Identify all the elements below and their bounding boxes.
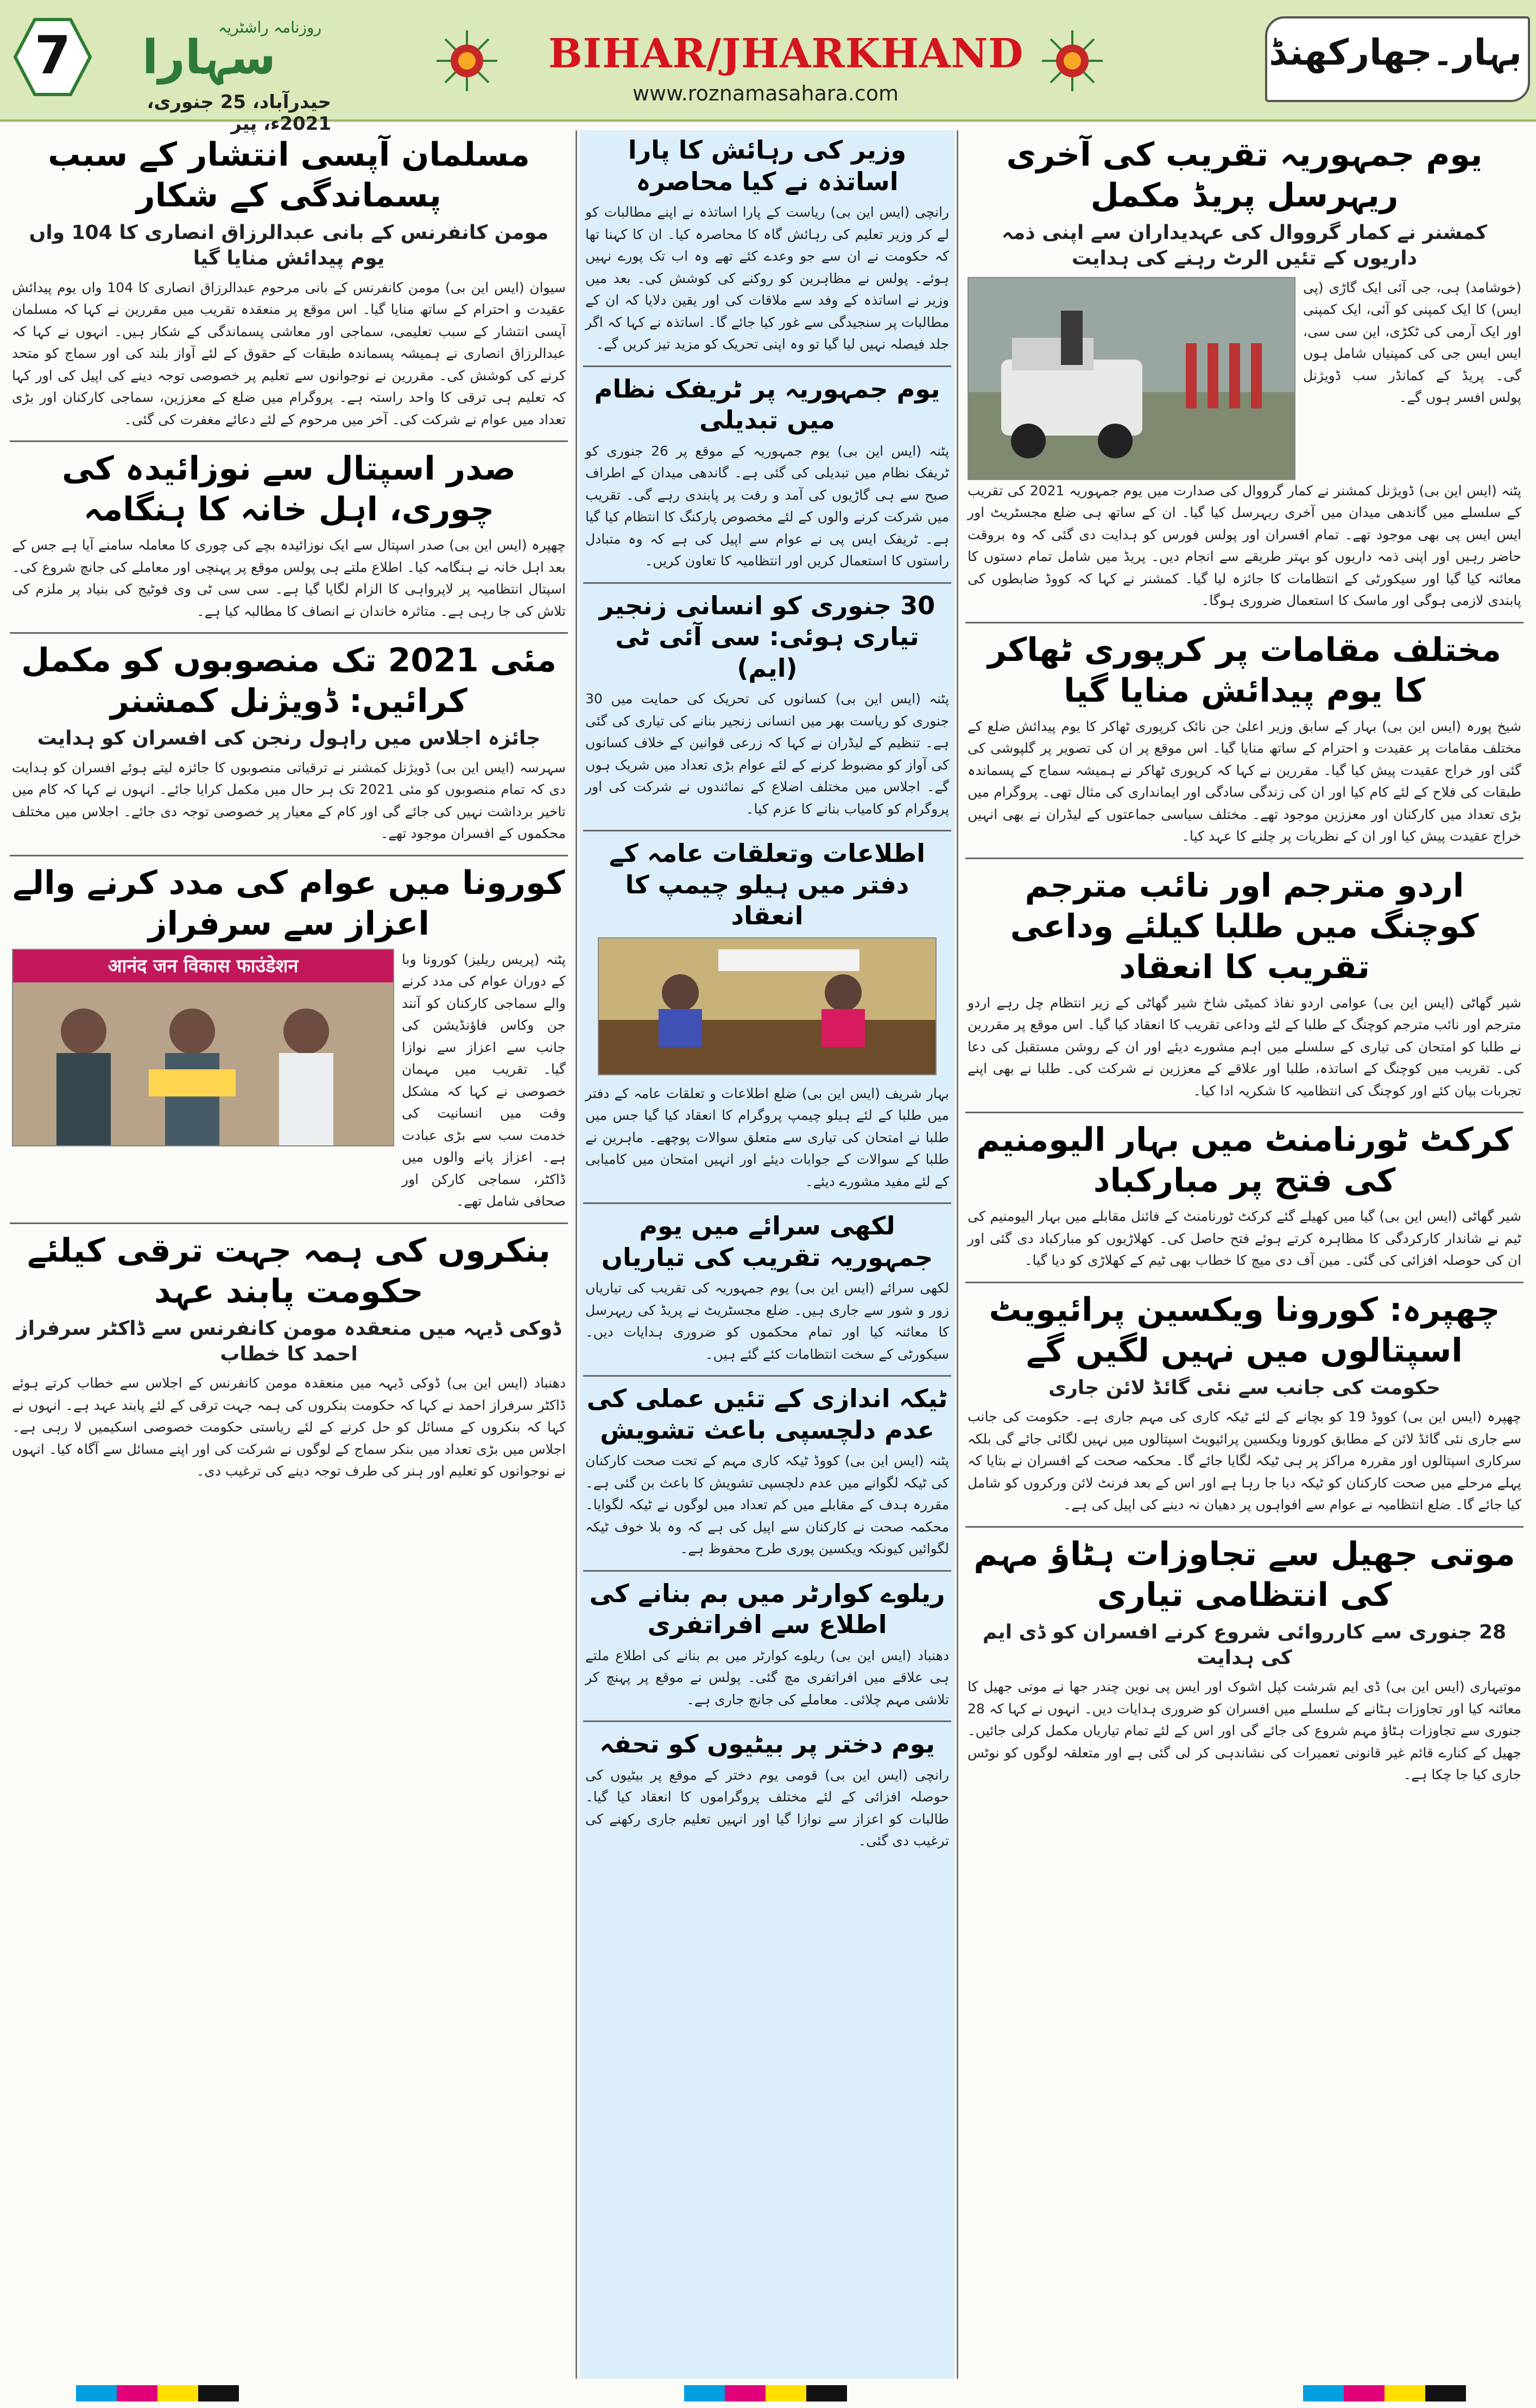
story-rehearsal: [968, 135, 1521, 612]
story-divider: [583, 1202, 951, 1204]
story-body: چھپرہ (ایس این بی) کووڈ 19 کو بچانے کے لئے ٹیکہ کاری کی مہم جاری ہے۔ حکومت کی جانب سے جاری نئی گائڈ لائن کے مطابق کورونا ویکسین پرائیویٹ اسپتالوں میں نہیں لگائی جائے گی بلکہ سرکاری اسپتالوں اور مقررہ مراکز پر ہی ٹیکہ لگایا جائے گا۔ محکمہ صحت کے افسران نے بتایا کہ پہلے مرحلے میں صحت کارکنان کو ٹیکہ دیا جا رہا ہے اور اس کے بعد فرنٹ لائن ورکروں کو شامل کیا جائے گا۔ ضلع انتظامیہ نے عوام سے افواہوں پر دھیان نہ دینے کی اپیل کی ہے۔: [968, 1409, 1521, 1513]
story-divider: [965, 1112, 1524, 1113]
headline: مسلمان آپسی انتشار کے سبب پسماندگی کے شکار: [48, 136, 530, 215]
website-url[interactable]: www.roznamasahara.com: [632, 81, 899, 105]
print-color-bar: [76, 2385, 239, 2401]
sun-emblem-icon: [1040, 28, 1105, 93]
story-divider: [583, 1570, 951, 1572]
story-divider: [583, 582, 951, 584]
story-body: رانچی (ایس این بی) قومی یوم دختر کے موقع پر بیٹیوں کی حوصلہ افزائی کے لئے مختلف پروگراموں کا انعقاد کیا گیا۔ طالبات کو اعزاز سے نوازا گیا اور انہیں تعلیم جاری رکھنے کی ترغیب دی گئی۔: [585, 1767, 949, 1849]
story-momin: [12, 135, 566, 431]
headline: یوم جمہوریہ پر ٹریفک نظام میں تبدیلی: [594, 374, 940, 434]
headline: کرکٹ ٹورنامنٹ میں بہار الیومنیم کی فتح پر مبارکباد: [976, 1121, 1513, 1200]
story-traffic: [585, 374, 949, 572]
story-body: سہرسہ (ایس این بی) ڈویژنل کمشنر نے ترقیاتی منصوبوں کا جائزہ لیتے ہوئے افسران کو ہدایت دی کہ تمام منصوبوں کو مئی 2021 تک ہر حال میں مکمل کرایا جائے۔ انہوں نے کہا کہ کام میں تاخیر برداشت نہیں کی جائے گی اور کام کے معیار پر خصوصی توجہ دی جائے۔ اجلاس میں مختلف محکموں کے افسران موجود تھے۔: [12, 759, 566, 842]
story-divider: [965, 1282, 1524, 1283]
headline: ریلوے کوارٹر میں بم بنانے کی اطلاع سے افراتفری: [589, 1578, 945, 1639]
story-divider: [583, 830, 951, 831]
brand-small: روزنامہ راشٹریہ: [218, 18, 321, 36]
headline: 30 جنوری کو انسانی زنجیر تیاری ہوئی: سی آئی ٹی (ایم): [599, 590, 935, 683]
story-cid: [585, 590, 949, 821]
story-girls: [585, 1729, 949, 1852]
headline: وزیر کی رہائش کا پارا اساتذہ نے کیا محاصرہ: [628, 135, 907, 196]
story-divider: [583, 1375, 951, 1377]
story-body: چھپرہ (ایس این بی) صدر اسپتال سے ایک نوزائیدہ بچے کی چوری کا معاملہ سامنے آیا ہے جس کے بعد اہل خانہ نے ہنگامہ کیا۔ اطلاع ملتے ہی پولس موقع پر پہنچی اور معاملے کی جانچ شروع کی۔ اسپتال انتظامیہ پر لاپرواہی کا الزام لگایا گیا ہے۔ سی سی ٹی وی فوٹیج کی بنیاد پر ملزم کی تلاش کی جا رہی ہے۔ متاثرہ خاندان نے انصاف کا مطالبہ کیا ہے۔: [12, 537, 566, 619]
story-body: لکھی سرائے (ایس این بی) یوم جمہوریہ کی تقریب کی تیاریاں زور و شور سے جاری ہیں۔ ضلع مجسٹریٹ نے پریڈ کی ریہرسل کا معائنہ کیا اور تمام محکموں کو ضروری ہدایات دیں۔ سیکورٹی کے سخت انتظامات کئے گئے ہیں۔: [585, 1280, 949, 1362]
story-body: پٹنہ (پریس ریلیز) کورونا وبا کے دوران عوام کی مدد کرنے والے سماجی کارکنان کو آنند جن وکاس فاؤنڈیشن کی جانب سے اعزاز سے نوازا گیا۔ تقریب میں مہمان خصوصی نے کہا کہ مشکل وقت میں انسانیت کی خدمت سب سے بڑی عبادت ہے۔ اعزاز پانے والوں میں ڈاکٹر، سماجی کارکن اور صحافی شامل تھے۔: [402, 951, 566, 1209]
story-body: پٹنہ (ایس این بی) ڈویژنل کمشنر نے کمار گرووال کی صدارت میں یوم جمہوریہ 2021 کی تقریب کے سلسلے میں گاندھی میدان میں آخری ریہرسل کیا گیا۔ ان کے ساتھ ہی ضلع مجسٹریٹ اور ایس ایس پی بھی موجود تھے۔ تمام افسران اور پولس فورس کو ہدایت دی گئی کہ وہ بروقت حاضر رہیں اور اپنی ذمہ داریوں کو بہتر طریقے سے انجام دیں۔ پریڈ میں شامل تمام دستوں کا معائنہ کیا گیا اور سیکورٹی کے انتظامات کا جائزہ لیا گیا۔ کمشنر نے کہا کہ کووڈ ضابطوں کی پابندی لازمی ہوگی اور ماسک کا استعمال ضروری ہوگا۔: [968, 482, 1521, 609]
story-body: پٹنہ (ایس این بی) کسانوں کی تحریک کی حمایت میں 30 جنوری کو ریاست بھر میں انسانی زنجیر بنانے کی تیاری کی گئی ہے۔ تنظیم کے لیڈران نے کہا کہ زرعی قوانین کے خلاف کسانوں کی آواز کو مضبوط کرنے کے لئے عوام بڑی تعداد میں شریک ہوں گے۔ اجلاس میں مختلف اضلاع کے نمائندوں نے شرکت کی اور پروگرام کو کامیاب بنانے کا عزم کیا۔: [585, 691, 949, 817]
middle-column: [580, 130, 955, 2379]
award-photo: [12, 949, 394, 1146]
story-divider: [10, 855, 568, 856]
story-divider: [10, 440, 568, 442]
story-bomb: [585, 1578, 949, 1711]
sun-emblem-icon: [434, 28, 500, 93]
subhead: ڈوکی ڈیہہ میں منعقدہ مومن کانفرنس سے ڈاکٹر سرفراز احمد کا خطاب: [16, 1317, 561, 1365]
photo-banner: आनंद जन विकास फाउंडेशन: [13, 950, 393, 982]
story-karpoori: [968, 630, 1521, 848]
subhead: جائزہ اجلاس میں راہول رنجن کی افسران کو ہدایت: [37, 727, 541, 750]
story-body: دھنباد (ایس این بی) ریلوے کوارٹر میں بم بنانے کی اطلاع ملتے ہی علاقے میں افراتفری مچ گئی۔ پولس نے موقع پر پہنچ کر تلاشی مہم چلائی۔ معاملے کی جانچ جاری ہے۔: [585, 1647, 949, 1707]
story-divider: [10, 1222, 568, 1224]
headline: اردو مترجم اور نائب مترجم کوچنگ میں طلبا کیلئے وداعی تقریب کا انعقاد: [1010, 866, 1479, 986]
story-encroachment: [968, 1534, 1521, 1786]
headline: موتی جھیل سے تجاوزات ہٹاؤ مہم کی انتظامی تیاری: [974, 1535, 1515, 1614]
headline: لکھی سرائے میں یوم جمہوریہ تقریب کی تیاریاں: [601, 1211, 933, 1272]
headline: چھپرہ: کورونا ویکسین پرائیویٹ اسپتالوں میں نہیں لگیں گے: [989, 1290, 1500, 1370]
subhead: کمشنر نے کمار گرووال کی عہدیداران سے اپنی ذمہ داریوں کے تئیں الرٹ رہنے کی ہدایت: [1001, 222, 1488, 269]
story-body: سیوان (ایس این بی) مومن کانفرنس کے بانی مرحوم عبدالرزاق انصاری کا 104 واں یوم پیدائش عقیدت و احترام کے ساتھ منایا گیا۔ اس موقع پر منعقدہ تقریب میں مقررین نے کہا کہ مسلمان آپسی انتشار کے سبب تعلیمی، سماجی اور معاشی پسماندگی کے شکار ہیں۔ انہوں نے کہا کہ عبدالرزاق انصاری نے ہمیشہ پسماندہ طبقات کے حقوق کے لئے آواز بلند کی اور سماج کو متحد کرنے کی کوشش کی۔ مقررین نے نوجوانوں سے تعلیم پر خصوصی توجہ دینے کی اپیل کی اور کہا کہ تعلیم ہی ترقی کا واحد راستہ ہے۔ پروگرام میں ضلع کے معززین، سماجی کارکنان اور بڑی تعداد میں عوام نے شرکت کی۔ آخر میں مرحوم کے لئے دعائے مغفرت کی گئی۔: [12, 279, 566, 427]
headline: بنکروں کی ہمہ جہت ترقی کیلئے حکومت پابند عہد: [27, 1231, 551, 1310]
headline: یوم دختر پر بیٹیوں کو تحفہ: [599, 1729, 935, 1758]
brand-logo: [98, 17, 326, 88]
story-divider: [965, 622, 1524, 623]
edition-title: BIHAR/JHARKHAND: [548, 30, 1024, 77]
print-color-bar: [1303, 2385, 1466, 2401]
headline: مئی 2021 تک منصوبوں کو مکمل کرائیں: ڈویژنل کمشنر: [21, 641, 557, 721]
headline: یوم جمہوریہ تقریب کی آخری ریہرسل پریڈ مکمل: [1006, 136, 1483, 215]
story-cricket: [968, 1120, 1521, 1272]
column-divider: [957, 130, 958, 2379]
story-banks: [12, 1231, 566, 1483]
story-divider: [583, 365, 951, 367]
page-number: 7: [34, 25, 71, 86]
headline: ٹیکہ اندازی کے تئیں عملی کی عدم دلچسپی باعث تشویش: [586, 1384, 948, 1445]
office-photo: [598, 937, 937, 1075]
story-divider: [965, 858, 1524, 859]
column-divider: [576, 130, 577, 2379]
story-body: رانچی (ایس این بی) ریاست کے پارا اساتذہ نے اپنے مطالبات کو لے کر وزیر تعلیم کی رہائش گاہ کا محاصرہ کیا۔ ان کا کہنا تھا کہ حکومت نے ان سے جو وعدے کئے تھے وہ اب تک پورے نہیں ہوئے۔ پولس نے مظاہرین کو روکنے کی کوشش کی۔ بعد میں وزیر نے اساتذہ کے وفد سے ملاقات کی اور یقین دلایا کہ ان کے مطالبات پر سنجیدگی سے غور کیا جائے گا۔ اساتذہ نے کہا کہ اگر جلد فیصلہ نہیں لیا گیا تو وہ اپنی تحریک کو مزید تیز کریں گے۔: [585, 204, 949, 352]
headline: صدر اسپتال سے نوزائیدہ کی چوری، اہل خانہ کا ہنگامہ: [62, 450, 516, 529]
story-body: پٹنہ (ایس این بی) یوم جمہوریہ کے موقع پر 26 جنوری کو ٹریفک نظام میں تبدیلی کی گئی ہے۔ گاندھی میدان کے اطراف صبح سے ہی گاڑیوں کی آمد و رفت پر پابندی رہے گی۔ تقریب میں شرکت کرنے والوں کے لئے مخصوص پارکنگ کا انتظام کیا گیا ہے۔ ٹریفک ایس پی نے عوام سے اپیل کی ہے کہ وہ متبادل راستوں کا استعمال کریں اور انتظامیہ کا تعاون کریں۔: [585, 443, 949, 569]
subhead: مومن کانفرنس کے بانی عبدالرزاق انصاری کا 104 واں یوم پیدائش منایا گیا: [29, 222, 549, 269]
story-pr-office: [585, 838, 949, 1193]
date-line: حیدرآباد، 25 جنوری، 2021ء، پیر: [147, 91, 331, 135]
story-body: دھنباد (ایس این بی) ڈوکی ڈیہہ میں منعقدہ مومن کانفرنس کے اجلاس سے خطاب کرتے ہوئے ڈاکٹر سرفراز احمد نے کہا کہ حکومت بنکروں کی ہمہ جہت ترقی کے لئے پابند عہد ہے۔ انہوں نے کہا کہ بنکروں کے مسائل کو حل کرنے کے لئے ریاستی حکومت خصوصی اسکیمیں لا رہی ہے۔ اجلاس میں بڑی تعداد میں بنکر سماج کے لوگوں نے شرکت کی اور اپنے مسائل سے آگاہ کیا۔ انہوں نے نوجوانوں کو تعلیم اور ہنر کی طرف توجہ دینے کی ترغیب دی۔: [12, 1375, 566, 1479]
story-body: شیر گھاٹی (ایس این بی) گیا میں کھیلے گئے کرکٹ ٹورنامنٹ کے فائنل مقابلے میں بہار الیومنیم کی ٹیم نے شاندار کارکردگی کا مظاہرہ کرتے ہوئے فتح حاصل کی۔ کھلاڑیوں کو مبارکباد دی گئی اور ان کی حوصلہ افزائی کی گئی۔ مین آف دی میچ کا خطاب بھی ٹیم کے کھلاڑی کو دیا گیا۔: [968, 1208, 1521, 1269]
left-column: [7, 130, 571, 2379]
story-divider: [965, 1526, 1524, 1528]
print-color-bar: [684, 2385, 847, 2401]
story-divider: [10, 632, 568, 634]
story-award: [12, 863, 566, 1213]
subhead: 28 جنوری سے کارروائی شروع کرنے افسران کو ڈی ایم کی ہدایت: [982, 1621, 1507, 1669]
headline: اطلاعات وتعلقات عامہ کے دفتر میں ہیلو چیمپ کا انعقاد: [609, 839, 926, 930]
story-body: شیر گھاٹی (ایس این بی) عوامی اردو نفاذ کمیٹی شاخ شیر گھاٹی کے زیر انتظام چل رہے اردو مترجم اور نائب مترجم کوچنگ کے طلبا کے لئے وداعی تقریب کا انعقاد کیا گیا۔ اس موقع پر مقررین نے طلبا کو امتحان کی تیاری کے سلسلے میں اہم مشورے دیئے اور ان کے روشن مستقبل کی دعا کی۔ تقریب میں کوچنگ کے اساتذہ، طلبا اور علاقے کے معززین نے شرکت کی۔ طلبا نے بھی اپنے تجربات بیان کئے اور کوچنگ کی انتظامیہ کا شکریہ ادا کیا۔: [968, 994, 1521, 1099]
story-hospital: [12, 449, 566, 622]
story-vaccine: [968, 1290, 1521, 1516]
subhead: حکومت کی جانب سے نئی گائڈ لائن جاری: [1048, 1376, 1440, 1399]
story-may2021: [12, 640, 566, 845]
story-body: شیخ پورہ (ایس این بی) بہار کے سابق وزیر اعلیٰ جن نائک کرپوری ٹھاکر کا یوم پیدائش ضلع کے مختلف مقامات پر عقیدت و احترام کے ساتھ منایا گیا۔ اس موقع پر ان کی تصویر پر گلپوشی کی گئی اور خراج عقیدت پیش کیا گیا۔ مقررین نے کہا کہ کرپوری ٹھاکر نے ہمیشہ سماج کے پسماندہ طبقات کی فلاح کے لئے کام کیا اور ان کی زندگی سادگی اور ایمانداری کی مثال تھی۔ پروگرام میں بڑی تعداد میں کارکنان اور معززین موجود تھے۔ مختلف سیاسی جماعتوں کے لیڈران نے بھی انہیں خراج عقیدت پیش کیا اور ان کے نظریات پر چلنے کا عہد کیا۔: [968, 718, 1521, 844]
headline: کورونا میں عوام کی مدد کرنے والے اعزاز سے سرفراز: [12, 863, 565, 943]
story-translator: [968, 866, 1521, 1102]
story-body: بہار شریف (ایس این بی) ضلع اطلاعات و تعلقات عامہ کے دفتر میں طلبا کے لئے ہیلو چیمپ پروگرام کا انعقاد کیا گیا جس میں طلبا نے امتحان کی تیاری سے متعلق سوالات پوچھے۔ ماہرین نے طلبا کے سوالات کے جوابات دیئے اور انہیں امتحان میں کامیابی کے لئے مفید مشورے دیئے۔: [585, 1085, 949, 1189]
page-number-badge: [12, 16, 93, 98]
story-body: پٹنہ (ایس این بی) کووڈ ٹیکہ کاری مہم کے تحت صحت کارکنان کی ٹیکہ لگوانے میں عدم دلچسپی تشویش کا باعث بن گئی ہے۔ مقررہ ہدف کے مقابلے میں کم تعداد میں لوگوں نے ٹیکہ لگوایا۔ محکمہ صحت نے کارکنان سے اپیل کی ہے کہ وہ بلا خوف ٹیکہ لگوائیں کیونکہ ویکسین پوری طرح محفوظ ہے۔: [585, 1453, 949, 1556]
story-vaccination: [585, 1383, 949, 1560]
story-lakhisarai: [585, 1211, 949, 1365]
region-title: بہار۔جھارکھنڈ: [1269, 31, 1522, 73]
brand-name: سہارا: [142, 30, 276, 85]
parade-photo: [968, 277, 1295, 480]
story-body: (خوشامد) ہی، جی آئی ایک گاڑی (پی ایس) کا ایک کمپنی کو آئی، ایک کمپنی اور ایک آرمی کی ٹکڑی، این سی سی، ایس ایس جی کی کمپنیاں شامل ہوں گی۔ پریڈ کے کمانڈر سب ڈویژنل پولس افسر ہوں گے۔: [1303, 279, 1521, 406]
right-column: [962, 130, 1527, 2379]
story-divider: [583, 1720, 951, 1722]
story-minister: [585, 135, 949, 356]
story-body: موتیہاری (ایس این بی) ڈی ایم شرشت کپل اشوک اور ایس پی نوین چندر جھا نے موتی جھیل کا معائنہ کیا اور تجاوزات ہٹانے کے سلسلے میں افسران کو ضروری ہدایات دیں۔ انہوں نے کہا کہ 28 جنوری سے تجاوزات ہٹاؤ مہم شروع کی جائے گی اور اس کے لئے تمام تیاریاں مکمل کرلی جائیں۔ جھیل کے کنارے قائم غیر قانونی تعمیرات کی نشاندہی کر لی گئی ہے اور متعلقہ لوگوں کو نوٹس جاری کیا جا چکا ہے۔: [968, 1679, 1521, 1783]
headline: مختلف مقامات پر کرپوری ٹھاکر کا یوم پیدائش منایا گیا: [988, 631, 1501, 710]
